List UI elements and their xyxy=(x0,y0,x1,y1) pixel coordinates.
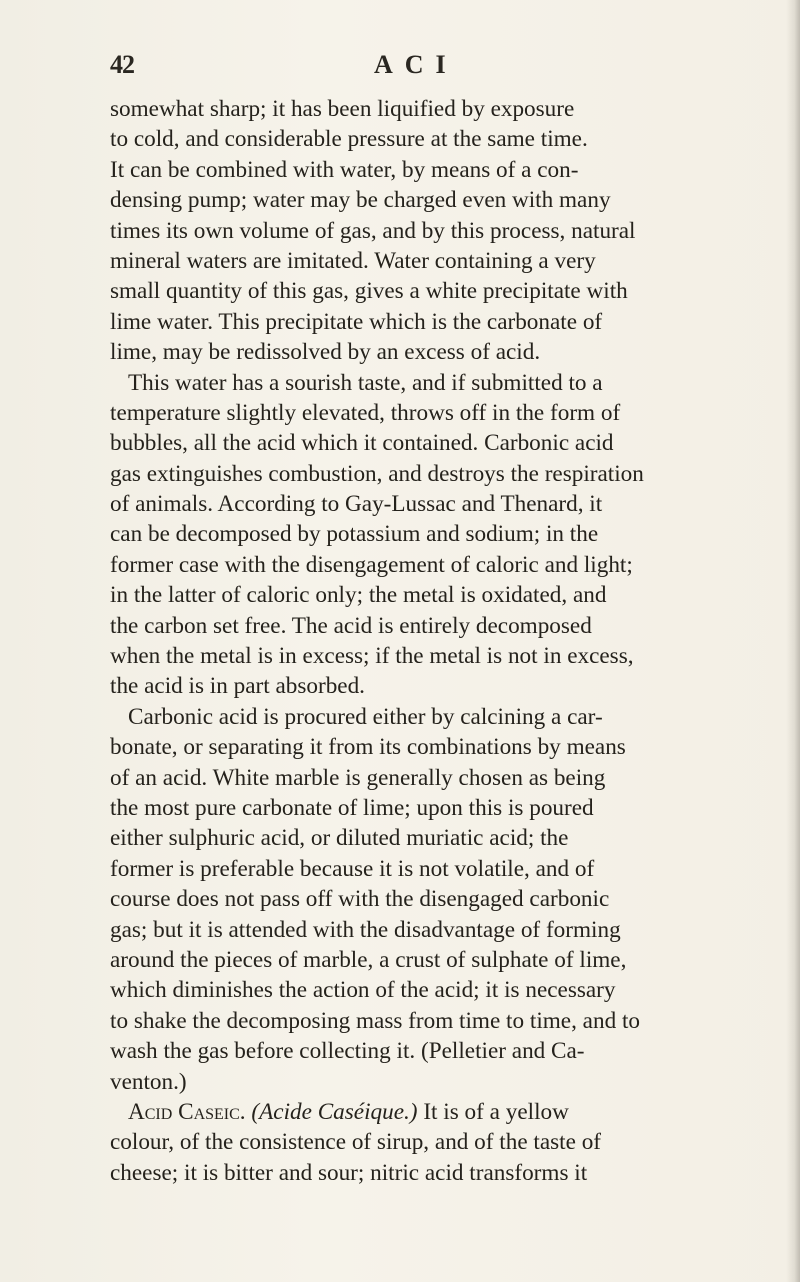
page-header xyxy=(110,50,790,90)
text-line: can be decomposed by potassium and sodium; in the xyxy=(110,521,599,548)
text-line: the carbon set free. The acid is entirely decomposed xyxy=(110,612,592,639)
text-line: lime water. This precipitate which is the carbonate of xyxy=(110,308,603,335)
entry-gloss: (Acide Caséique.) xyxy=(251,1098,418,1125)
text-line: of animals. According to Gay-Lussac and Thenard, it xyxy=(110,491,603,518)
text-line: Carbonic acid is procured either by calcining a car- xyxy=(128,703,603,730)
text-line: somewhat sharp; it has been liquified by exposure xyxy=(110,96,575,122)
text-line: to shake the decomposing mass from time to time, and to xyxy=(110,1007,640,1034)
text-line: venton.) xyxy=(110,1068,187,1095)
text-line: densing pump; water may be charged even with many xyxy=(110,187,611,214)
text-line: the most pure carbonate of lime; upon this is poured xyxy=(110,794,594,821)
text-line: around the pieces of marble, a crust of sulphate of lime, xyxy=(110,946,627,973)
entry-rest: It is of a yellow xyxy=(417,1098,569,1125)
entry-heading-line xyxy=(110,1097,786,1127)
text-line: small quantity of this gas, gives a white precipitate with xyxy=(110,278,628,305)
text-line: former is preferable because it is not volatile, and of xyxy=(110,855,595,882)
text-line: It can be combined with water, by means of a con- xyxy=(110,156,579,183)
text-line: either sulphuric acid, or diluted muriatic acid; the xyxy=(110,825,569,852)
text-line: temperature slightly elevated, throws off in the form of xyxy=(110,399,621,426)
text-line: gas; but it is attended with the disadvantage of forming xyxy=(110,916,621,943)
text-line: wash the gas before collecting it. (Pelletier and Ca- xyxy=(110,1038,585,1065)
text-line: which diminishes the action of the acid; it is necessary xyxy=(110,977,616,1004)
text-line: of an acid. White marble is generally chosen as being xyxy=(110,764,606,791)
body-text xyxy=(110,94,786,1188)
text-line: course does not pass off with the disengaged carbonic xyxy=(110,886,610,913)
text-line: when the metal is in excess; if the metal is not in excess, xyxy=(110,643,634,670)
text-line: former case with the disengagement of caloric and light; xyxy=(110,551,633,578)
page-edge-shadow xyxy=(786,0,800,1282)
entry-term: Acid Caseic. xyxy=(128,1098,246,1125)
text-line: bubbles, all the acid which it contained. Carbonic acid xyxy=(110,430,614,457)
text-line: lime, may be redissolved by an excess of acid. xyxy=(110,339,541,366)
text-line: in the latter of caloric only; the metal is oxidated, and xyxy=(110,582,607,609)
text-line: the acid is in part absorbed. xyxy=(110,673,365,700)
text-line: bonate, or separating it from its combinations by means xyxy=(110,734,626,761)
text-line: to cold, and considerable pressure at the same time. xyxy=(110,126,588,153)
text-line: This water has a sourish taste, and if submitted to a xyxy=(128,369,603,396)
text-line: gas extinguishes combustion, and destroys the respiration xyxy=(110,460,644,487)
text-line: cheese; it is bitter and sour; nitric acid transforms it xyxy=(110,1159,588,1186)
running-head: ACI xyxy=(374,50,458,79)
text-line: mineral waters are imitated. Water containing a very xyxy=(110,247,596,274)
text-line: colour, of the consistence of sirup, and of the taste of xyxy=(110,1129,602,1156)
text-line: times its own volume of gas, and by this process, natural xyxy=(110,217,636,244)
page-number: 42 xyxy=(110,50,134,79)
